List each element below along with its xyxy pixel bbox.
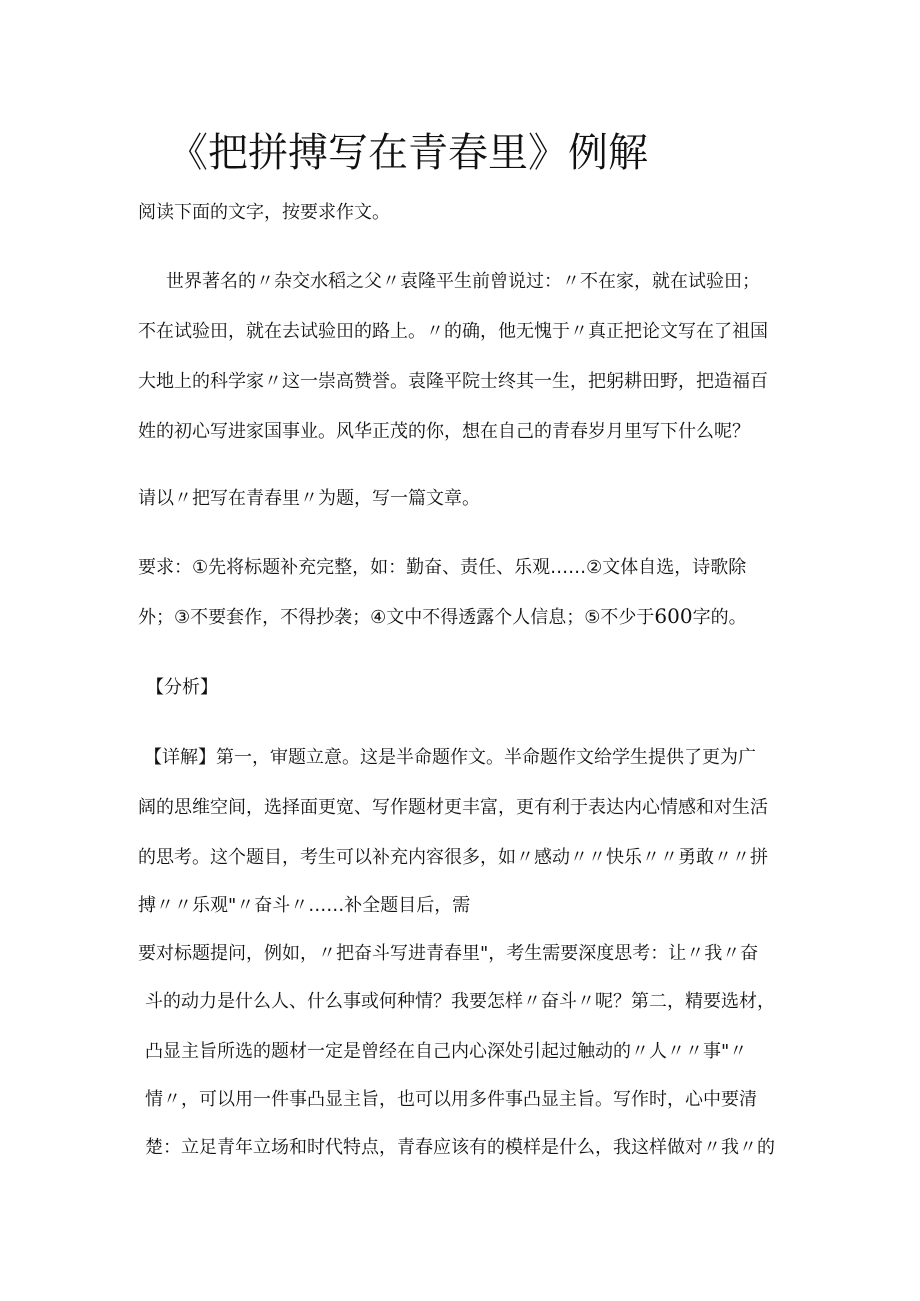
- analysis-label: 【分析】: [146, 677, 218, 698]
- requirements-line: [138, 603, 747, 631]
- material-line: 不在试验田，就在去试验田的路上。〃的确，他无愧于〃真正把论文写在了祖国: [138, 321, 768, 342]
- explanation-line: 斗的动力是什么人、什么事或何种情？我要怎样〃奋斗〃呢？第二，精要选材，: [145, 991, 775, 1012]
- material-line: 世界著名的〃杂交水稻之父〃袁隆平生前曾说过：〃不在家，就在试验田；: [166, 271, 760, 292]
- explanation-line: 楚：立足青年立场和时代特点，青春应该有的模样是什么，我这样做对〃我〃的: [145, 1137, 775, 1158]
- requirements-line: 要求：①先将标题补充完整，如：勤奋、责任、乐观……②文体自选，诗歌除: [138, 557, 747, 578]
- explanation-line: 要对标题提问，例如，〃把奋斗写进青春里"，考生需要深度思考：让〃我〃奋: [138, 943, 759, 964]
- explanation-line: 【详解】第一，审题立意。这是半命题作文。半命题作文给学生提供了更为广: [144, 747, 756, 768]
- intro-text: 阅读下面的文字，按要求作文。: [138, 202, 390, 223]
- prompt-text: 请以〃把写在青春里〃为题，写一篇文章。: [138, 488, 480, 509]
- requirements-text: 外；③不要套作，不得抄袭；④文中不得透露个人信息；⑤不少于: [138, 607, 655, 628]
- explanation-line: 凸显主旨所选的题材一定是曾经在自己内心深处引起过触动的〃人〃〃事"〃: [145, 1041, 748, 1062]
- document-title: 《把拼搏写在青春里》例解: [168, 130, 648, 176]
- explanation-line: 情〃，可以用一件事凸显主旨，也可以用多件事凸显主旨。写作时，心中要清: [145, 1089, 757, 1110]
- explanation-line: 的思考。这个题目，考生可以补充内容很多，如〃感动〃〃快乐〃〃勇敢〃〃拼: [138, 847, 768, 868]
- requirements-text: 字的。: [692, 607, 747, 628]
- explanation-line: 阔的思维空间，选择面更宽、写作题材更丰富，更有利于表达内心情感和对生活: [138, 797, 768, 818]
- material-line: 大地上的科学家〃这一崇高赞誉。袁隆平院士终其一生，把躬耕田野，把造福百: [138, 371, 768, 392]
- word-count: 600: [654, 604, 693, 628]
- material-line: 姓的初心写进家国事业。风华正茂的你，想在自己的青春岁月里写下什么呢？: [138, 421, 750, 442]
- explanation-line: 搏〃〃乐观"〃奋斗〃……补全题目后，需: [138, 895, 471, 916]
